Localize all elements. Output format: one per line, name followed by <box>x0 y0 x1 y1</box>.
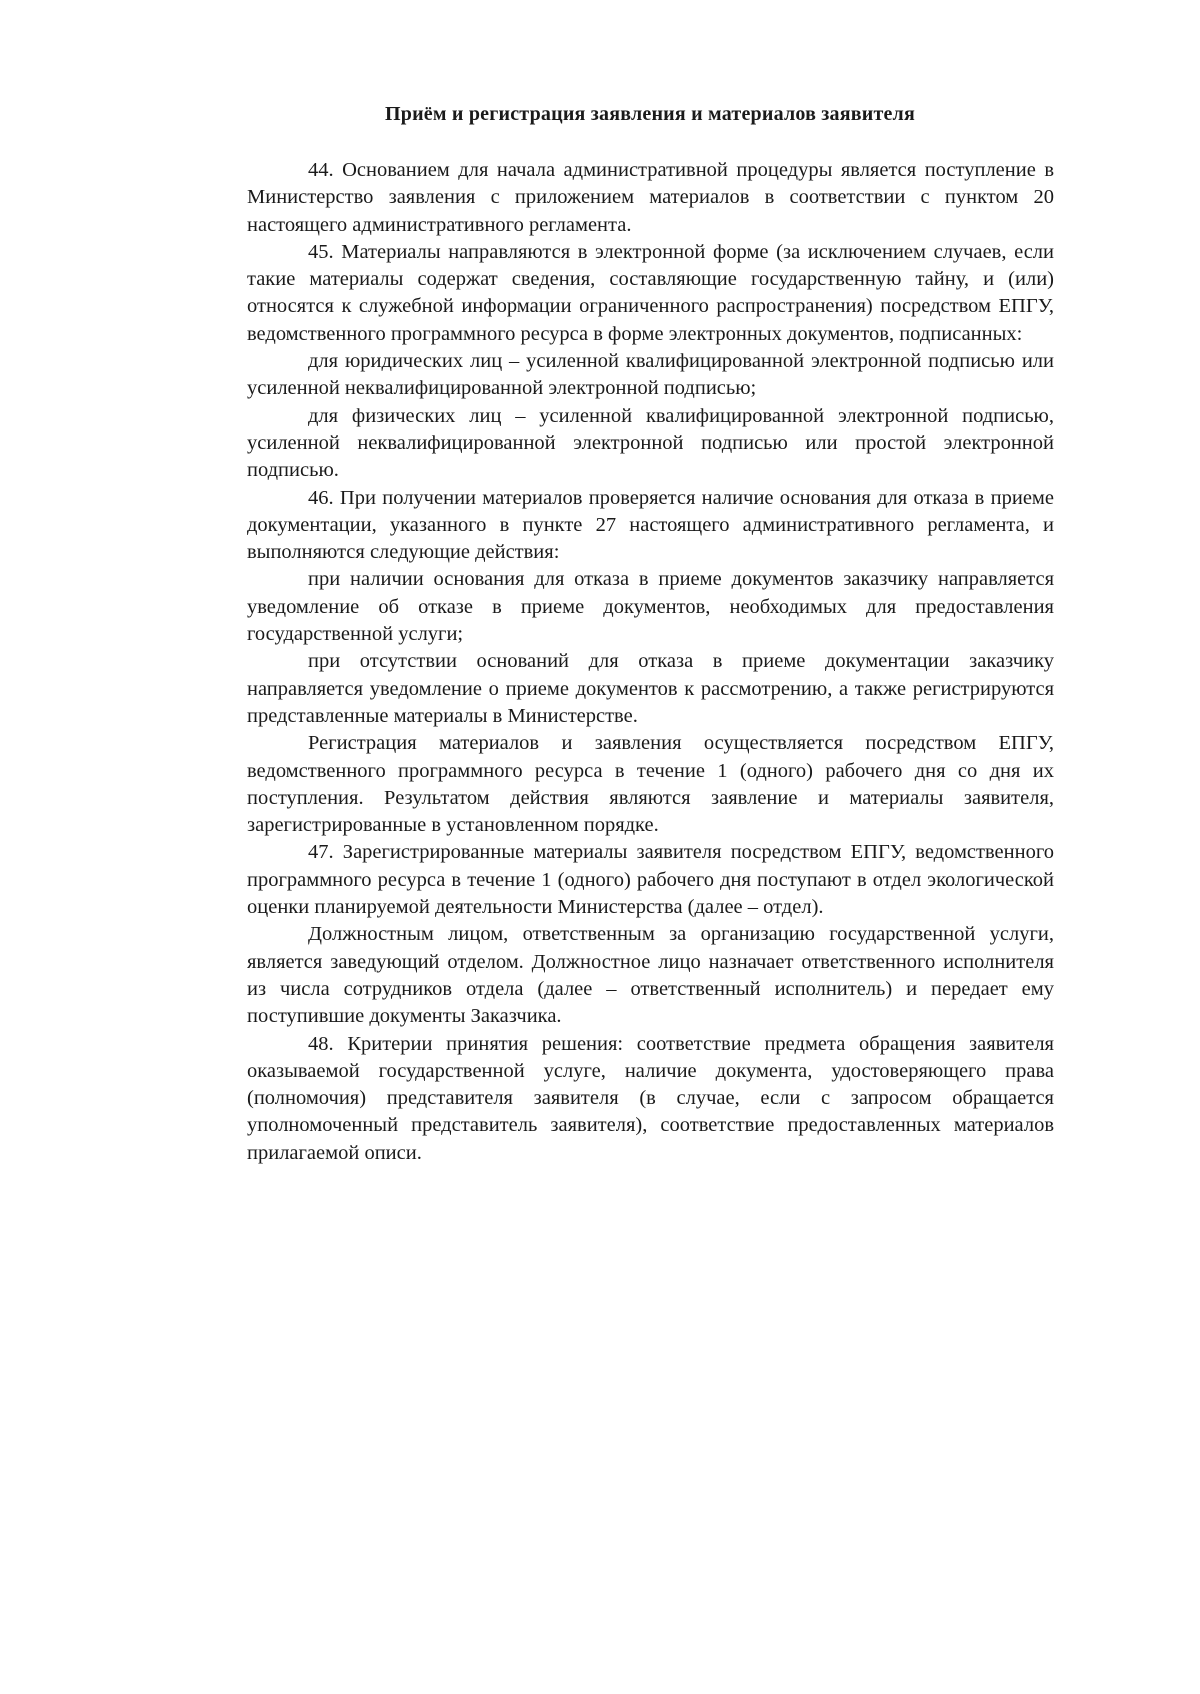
paragraph-45: 45. Материалы направляются в электронной форме (за исключением случаев, если такие материалы содержат сведения, составляющие государственную тайну, и (или) относятся к служебной информации ограниченного распространения) посредством ЕПГУ, ведомственного программного ресурса в форме электронных документов, подписанных: <box>247 240 1054 345</box>
paragraph-47-responsible: Должностным лицом, ответственным за организацию государственной услуги, является заведующий отделом. Должностное лицо назначает ответственного исполнителя из числа сотрудников отдела (далее – ответственный исполнитель) и передает ему поступившие документы Заказчика. <box>247 923 1054 1028</box>
section-heading: Приём и регистрация заявления и материалов заявителя <box>385 103 915 125</box>
paragraph-46: 46. При получении материалов проверяется наличие основания для отказа в приеме документации, указанного в пункте 27 настоящего административного регламента, и выполняются следующие действия: <box>247 486 1054 564</box>
paragraph-46-acceptance: при отсутствии оснований для отказа в приеме документации заказчику направляется уведомление о приеме документов к рассмотрению, а также регистрируются представленные материалы в Министерстве. <box>247 650 1054 727</box>
paragraph-45-individuals: для физических лиц – усиленной квалифицированной электронной подписью, усиленной неквалифицированной электронной подписью или простой электронной подписью. <box>247 404 1054 482</box>
document-body <box>247 157 1054 1167</box>
paragraph-46-registration: Регистрация материалов и заявления осуществляется посредством ЕПГУ, ведомственного программного ресурса в течение 1 (одного) рабочего дня со дня их поступления. Результатом действия являются заявление и материалы заявителя, зарегистрированные в установленном порядке. <box>247 732 1054 837</box>
paragraph-46-refusal: при наличии основания для отказа в приеме документов заказчику направляется уведомление об отказе в приеме документов, необходимых для предоставления государственной услуги; <box>247 568 1054 646</box>
paragraph-48: 48. Критерии принятия решения: соответствие предмета обращения заявителя оказываемой государственной услуге, наличие документа, удостоверяющего права (полномочия) представителя заявителя (в случае, если с запросом обращается уполномоченный представитель заявителя), соответствие предоставленных материалов прилагаемой описи. <box>247 1032 1054 1164</box>
paragraph-45-legal-entities: для юридических лиц – усиленной квалифицированной электронной подписью или усиленной неквалифицированной электронной подписью; <box>247 350 1054 400</box>
paragraph-44: 44. Основанием для начала административной процедуры является поступление в Министерство заявления с приложением материалов в соответствии с пунктом 20 настоящего административного регламента. <box>247 159 1054 236</box>
paragraph-47: 47. Зарегистрированные материалы заявителя посредством ЕПГУ, ведомственного программного ресурса в течение 1 (одного) рабочего дня поступают в отдел экологической оценки планируемой деятельности Министерства (далее – отдел). <box>247 841 1054 919</box>
